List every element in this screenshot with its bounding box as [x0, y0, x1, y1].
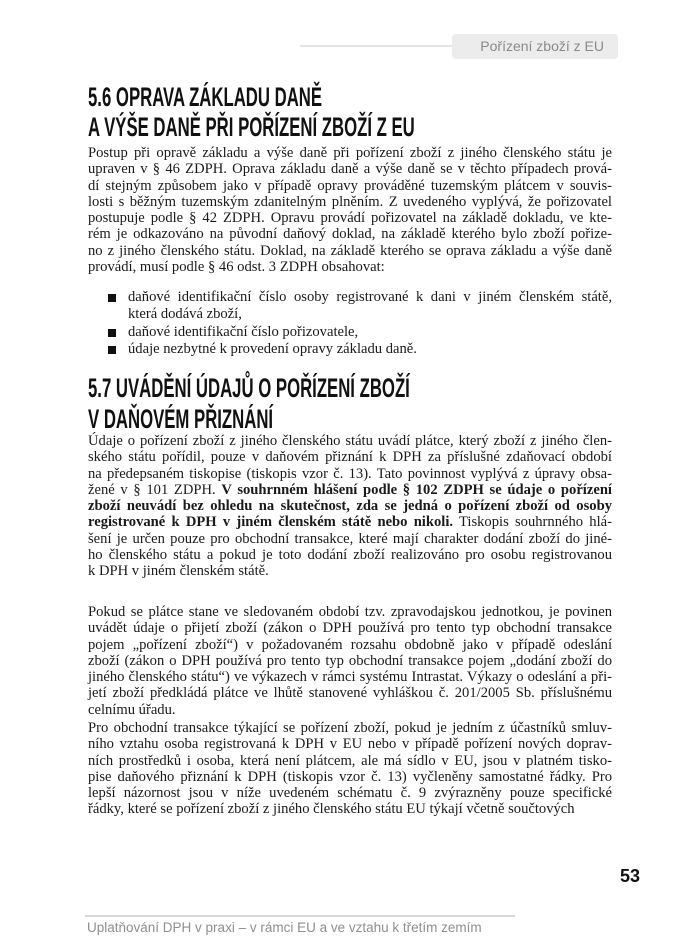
text-segment: ního vztahu osoba registrovaná k DPH v EU nebo v případě pořízení nových doprav- — [88, 736, 612, 753]
text-line — [88, 653, 612, 669]
text-segment: jetí zboží předkládá plátce ve lhůtě stanovené vyhláškou č. 201/2005 Sb. příslušnému — [88, 685, 612, 702]
section-5-6-title-line-2: A VÝŠE DANĚ PŘI POŘÍZENÍ ZBOŽÍ Z EU — [88, 112, 415, 142]
text-line: upraven v § 46 ZDPH. Oprava základu daně a výše daně se v těchto případech prová- — [88, 161, 612, 178]
text-line — [88, 637, 612, 653]
text-segment: šení je určen pouze pro obchodní transakce, které mají charakter dodání zboží do jiné- — [88, 530, 612, 547]
bullet-text-line: která dodává zboží, — [128, 306, 242, 323]
bold-text: zboží neuvádí bez ohledu na skutečnost, zda se jedná o pořízení zboží od osoby — [88, 498, 612, 515]
text-line — [88, 702, 612, 718]
text-line — [88, 785, 612, 801]
square-bullet-icon — [108, 329, 116, 337]
section-5-7-paragraph-3 — [88, 720, 612, 818]
text-line — [88, 449, 612, 465]
text-segment: jiného členského státu“) ve výkazech v rámci systému Intrastat. Výkazy o odeslání a při- — [88, 669, 612, 686]
section-5-7-title-line-1: 5.7 UVÁDĚNÍ ÚDAJŮ O POŘÍZENÍ ZBOŽÍ — [88, 373, 410, 403]
text-segment: řádky, které se pořízení zboží z jiného členského státu EU týkají včetně součtových — [88, 801, 575, 818]
text-segment: žené v § 101 ZDPH. — [88, 481, 222, 498]
footer-rule — [85, 915, 515, 917]
page-number: 53 — [620, 866, 641, 886]
text-line — [88, 604, 612, 620]
text-line — [88, 801, 612, 817]
text-segment: ních prostředků i osoba, která není plátcem, ale má sídlo v EU, jsou v platném tisko- — [88, 752, 612, 769]
text-line: Postup při opravě základu a výše daně při pořízení zboží z jiného členského státu je — [88, 145, 612, 161]
section-5-6-paragraph — [88, 145, 612, 275]
text-line: losti s běžným tuzemským zdanitelným plněním. Z uvedeného vyplývá, že pořizovatel — [88, 193, 612, 210]
square-bullet-icon — [108, 346, 116, 354]
text-line — [88, 720, 612, 736]
footer-book-title: Uplatňování DPH v praxi – v rámci EU a ve vztahu k třetím zemím — [87, 920, 482, 935]
text-line — [88, 685, 612, 701]
text-line: no z jiného členského státu. Doklad, na základě kterého se oprava základu a výše daně — [88, 242, 612, 259]
bold-text: V souhrnném hlášení podle § 102 ZDPH se údaje o pořízení — [221, 481, 612, 498]
text-line — [88, 433, 612, 449]
bold-text: registrované k DPH v jiném členském státě nebo nikoli. — [88, 514, 454, 531]
text-line: provádí, musí podle § 46 odst. 3 ZDPH obsahovat: — [88, 259, 385, 276]
text-line — [88, 769, 612, 785]
section-5-6-title-line-1: 5.6 OPRAVA ZÁKLADU DANĚ — [88, 82, 323, 112]
bullet-item — [108, 289, 612, 324]
square-bullet-icon — [108, 294, 116, 302]
section-5-7-title-line-2: V DAŇOVÉM PŘIZNÁNÍ — [88, 404, 274, 434]
text-segment: ho členského státu a pokud je toto dodání zboží realizováno pro osobu registrovanou — [88, 547, 612, 564]
text-segment: na předepsaném tiskopise (tiskopis vzor č. 13). Tato povinnost vyplývá z úpravy obsa- — [88, 465, 612, 482]
section-5-6-bullet-list — [108, 289, 612, 358]
text-line — [88, 620, 612, 636]
text-line — [88, 669, 612, 685]
text-line — [88, 736, 612, 752]
text-segment: celnímu úřadu. — [88, 701, 176, 718]
text-segment: lepší názornost jsou v níže uvedeném schématu č. 9 zvýrazněny pouze specifické — [88, 785, 612, 802]
text-line: rém je odkazováno na původní daňový doklad, na základě kterého bylo zboží pořize- — [88, 226, 612, 243]
text-segment: Pokud se plátce stane ve sledovaném období tzv. zpravodajskou jednotkou, je povinen — [88, 604, 612, 620]
bullet-item — [108, 341, 612, 358]
header-rule — [300, 45, 460, 47]
text-line — [88, 482, 612, 498]
section-5-7-paragraph-2 — [88, 604, 612, 718]
text-line — [88, 753, 612, 769]
text-line — [88, 498, 612, 514]
text-line: postupuje podle § 42 ZDPH. Opravu provádí pořizovatel na základě dokladu, ve kte- — [88, 210, 612, 227]
bullet-text-line: daňové identifikační číslo pořizovatele, — [128, 323, 359, 340]
text-segment: k DPH v jiném členském státě. — [88, 563, 269, 580]
text-segment: uvádět údaje o přijetí zboží (zákon o DPH používá pro tento typ obchodní transakce — [88, 620, 612, 637]
header-section-title: Pořízení zboží z EU — [480, 38, 604, 54]
text-line — [88, 466, 612, 482]
text-segment: Údaje o pořízení zboží z jiného členského státu uvádí plátce, který zboží z jiného člen- — [88, 433, 612, 449]
text-segment: Tiskopis souhrnného hlá- — [453, 514, 612, 531]
text-segment: zboží (zákon o DPH používá pro tento typ obchodní transakce pojem „dodání zboží do — [88, 652, 612, 669]
text-line — [88, 514, 612, 530]
text-line — [88, 547, 612, 563]
text-segment: ského státu pořídil, pouze v daňovém přiznání k DPH za příslušné zdaňovací období — [88, 449, 612, 466]
text-segment: Pro obchodní transakce týkající se pořízení zboží, pokud je jedním z účastníků smluv- — [88, 720, 612, 736]
text-line: dí stejným způsobem jako v případě opravy prováděné tuzemským plátcem v souvis- — [88, 177, 612, 194]
bullet-item — [108, 324, 612, 341]
text-line — [88, 563, 612, 579]
bullet-text-line: údaje nezbytné k provedení opravy základu daně. — [128, 340, 417, 357]
bullet-text-line: daňové identifikační číslo osoby registrované k dani v jiném členském státě, — [128, 289, 612, 305]
text-segment: pojem „pořízení zboží“) v požadovaném rozsahu obdobně jako v případě odeslání — [88, 636, 612, 653]
text-segment: pise daňového přiznání k DPH (tiskopis vzor č. 13) vyčleněny samostatné řádky. Pro — [88, 768, 612, 785]
section-5-7-paragraph-1 — [88, 433, 612, 580]
text-line — [88, 531, 612, 547]
